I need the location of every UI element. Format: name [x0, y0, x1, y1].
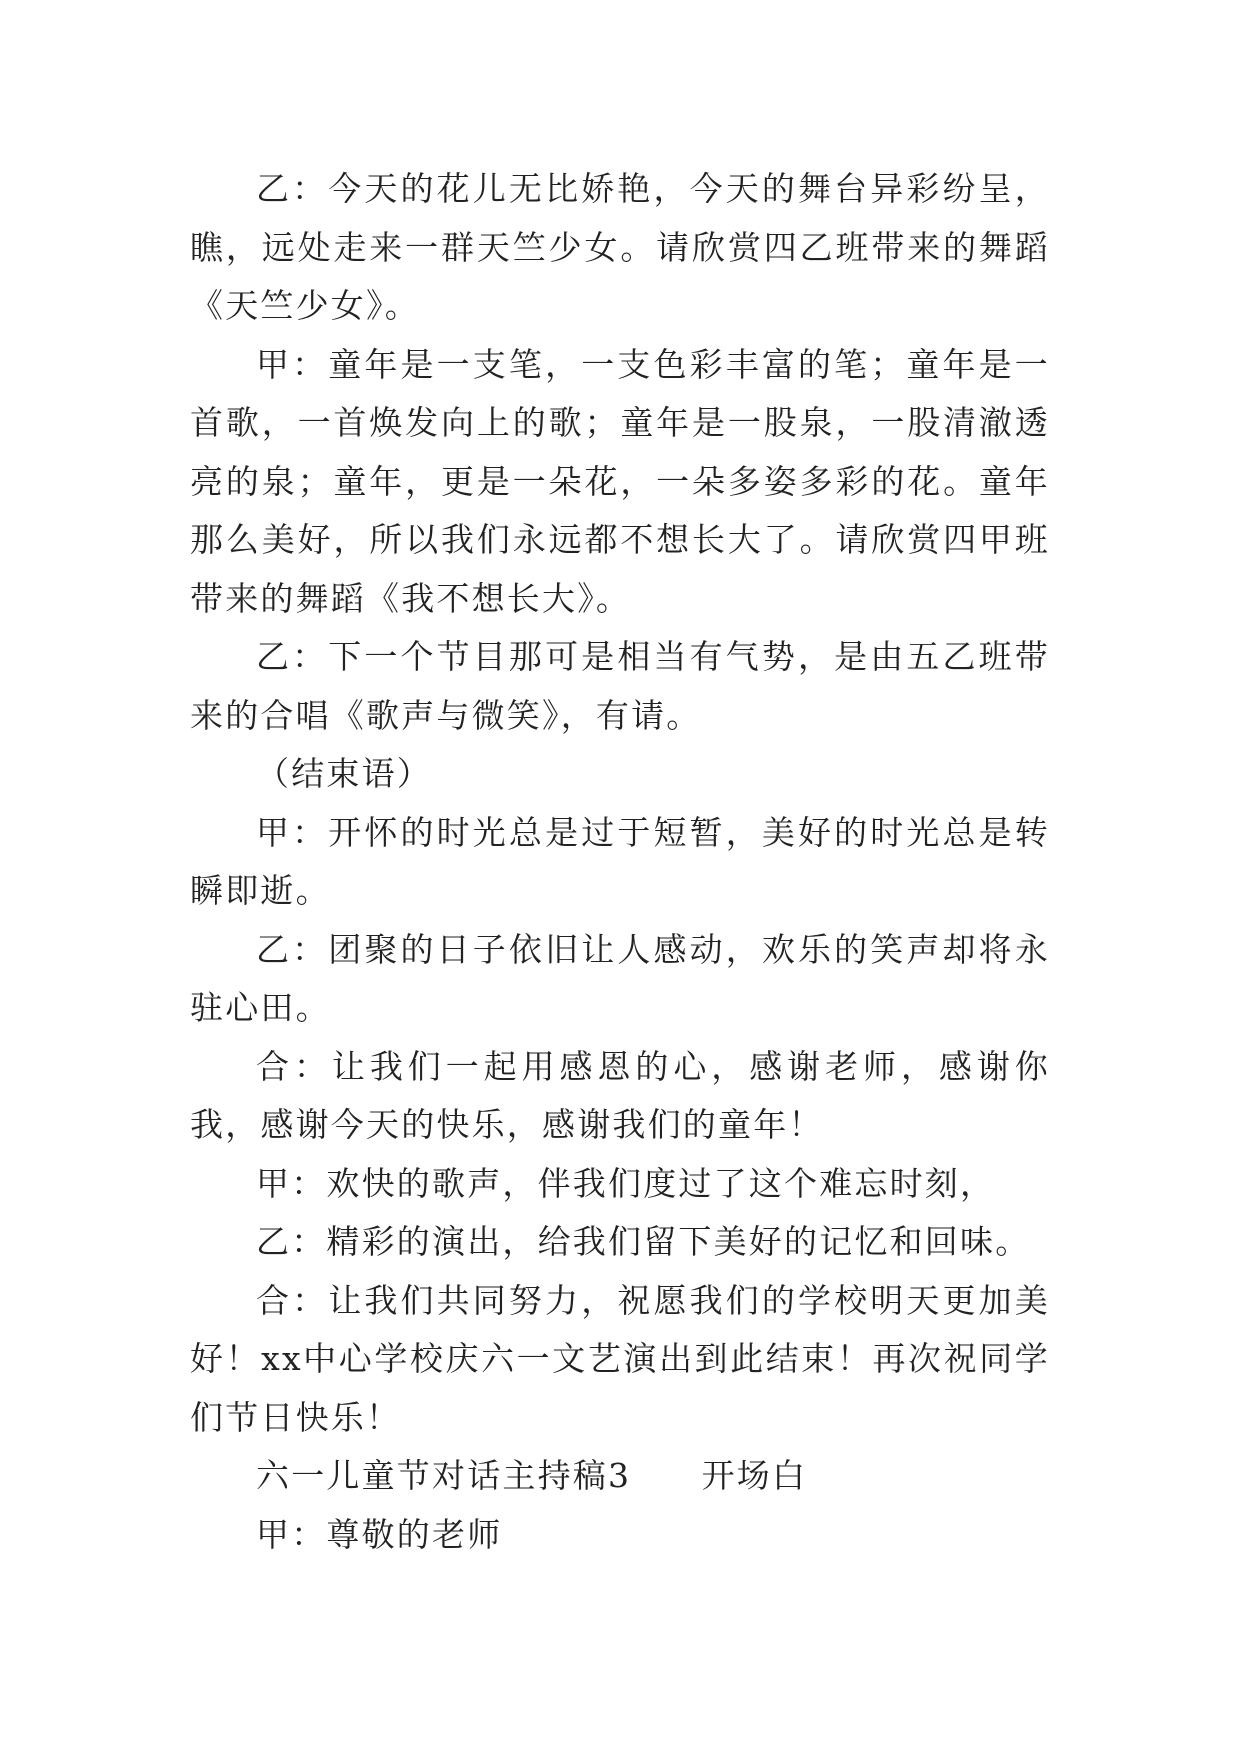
paragraph-he-closing: 合：让我们共同努力，祝愿我们的学校明天更加美好！xx中心学校庆六一文艺演出到此结束！再次祝同学们节日快乐！: [190, 1280, 1050, 1437]
section-heading: 六一儿童节对话主持稿3 开场白: [256, 1456, 808, 1495]
paragraph-yi-reunion: 乙：团聚的日子依旧让人感动，欢乐的笑声却将永驻心田。: [190, 929, 1050, 1027]
paragraph-jia-childhood: 甲：童年是一支笔，一支色彩丰富的笔；童年是一首歌，一首焕发向上的歌；童年是一股泉，一股清澈透亮的泉；童年，更是一朵花，一朵多姿多彩的花。童年那么美好，所以我们永远都不想长大了。请欣赏四甲班带来的舞蹈《我不想长大》。: [190, 344, 1050, 618]
closing-remarks-label: （结束语）: [256, 754, 432, 793]
paragraph-jia-greeting: 甲：尊敬的老师: [256, 1514, 503, 1554]
paragraph-yi-performance: 乙：精彩的演出，给我们留下美好的记忆和回味。: [256, 1222, 1031, 1261]
paragraph-jia-songs: 甲：欢快的歌声，伴我们度过了这个难忘时刻，: [256, 1163, 996, 1203]
document-body: [190, 160, 1050, 1564]
paragraph-jia-time: 甲：开怀的时光总是过于短暂，美好的时光总是转瞬即逝。: [190, 812, 1050, 910]
paragraph-he-gratitude: 合：让我们一起用感恩的心，感谢老师，感谢你我，感谢今天的快乐，感谢我们的童年！: [190, 1046, 1050, 1144]
paragraph-yi-flowers: 乙：今天的花儿无比娇艳，今天的舞台异彩纷呈，瞧，远处走来一群天竺少女。请欣赏四乙班带来的舞蹈《天竺少女》。: [190, 169, 1050, 325]
paragraph-yi-chorus: 乙：下一个节目那可是相当有气势，是由五乙班带来的合唱《歌声与微笑》，有请。: [190, 637, 1050, 735]
